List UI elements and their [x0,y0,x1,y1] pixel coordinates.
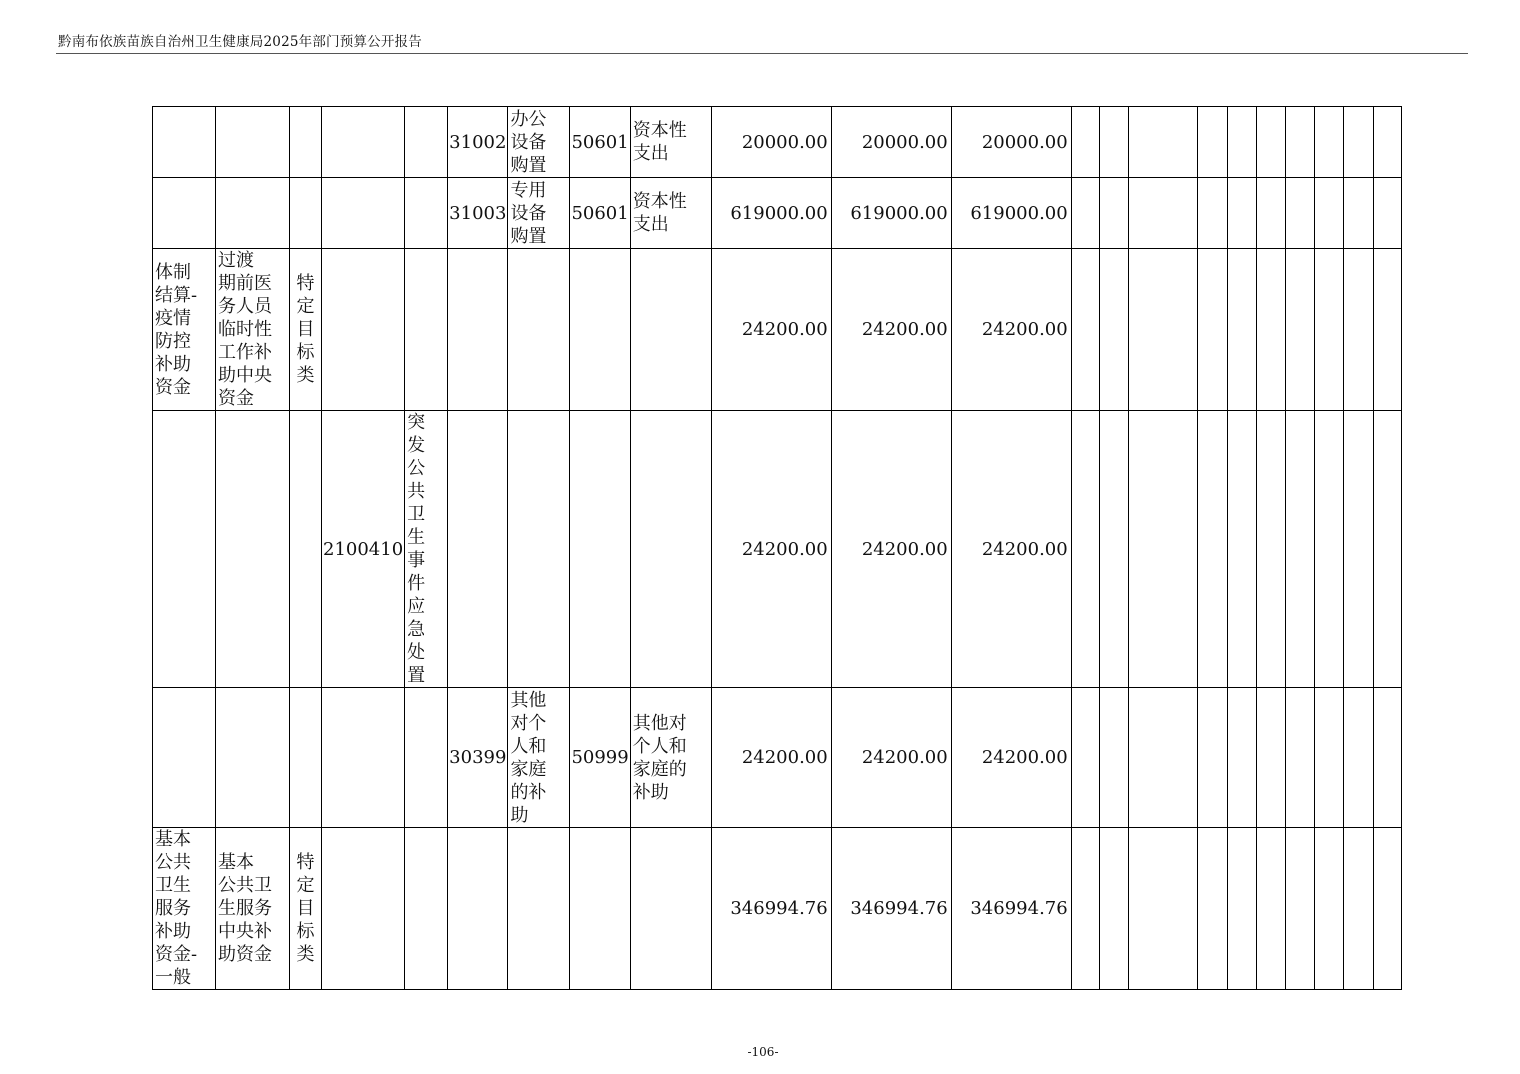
empty-cell [1373,688,1401,828]
func-name-cell [405,249,448,411]
func-code-cell [322,828,405,990]
empty-cell [1285,688,1314,828]
empty-cell [1128,688,1197,828]
empty-cell [1099,411,1128,688]
amount-total-cell: 24200.00 [711,688,831,828]
empty-cell [1197,107,1227,178]
empty-cell [1227,411,1256,688]
empty-cell [1071,178,1099,249]
econ-code-cell: 31002 [448,107,508,178]
empty-cell [1197,688,1227,828]
gov-code-cell: 50601 [570,178,630,249]
empty-cell [1256,178,1285,249]
econ-code-cell [448,828,508,990]
category-cell: 特 定 目 标 类 [290,249,322,411]
empty-cell [1099,178,1128,249]
table-row [153,411,1402,688]
item-name-cell [216,178,290,249]
empty-cell [1314,249,1343,411]
empty-cell [1343,688,1373,828]
func-name-cell [405,107,448,178]
empty-cell [1256,411,1285,688]
amount-total-cell: 619000.00 [711,178,831,249]
page-header-title: 黔南布依族苗族自治州卫生健康局2025年部门预算公开报告 [58,34,422,50]
func-name-cell [405,178,448,249]
empty-cell [1314,828,1343,990]
func-code-cell [322,178,405,249]
empty-cell [1227,828,1256,990]
empty-cell [1227,688,1256,828]
func-code-cell [322,688,405,828]
budget-table-container [152,106,1402,990]
empty-cell [1314,107,1343,178]
item-name-cell: 过渡 期前医 务人员 临时性 工作补 助中央 资金 [216,249,290,411]
empty-cell [1373,178,1401,249]
amount-general-cell: 346994.76 [951,828,1071,990]
category-cell [290,107,322,178]
gov-code-cell [570,828,630,990]
econ-name-cell [508,828,570,990]
gov-code-cell: 50601 [570,107,630,178]
empty-cell [1197,411,1227,688]
gov-name-cell: 资本性 支出 [630,178,711,249]
empty-cell [1128,178,1197,249]
amount-general-cell: 619000.00 [951,178,1071,249]
budget-table [152,106,1402,990]
econ-name-cell: 办公 设备 购置 [508,107,570,178]
empty-cell [1071,411,1099,688]
gov-name-cell: 资本性 支出 [630,107,711,178]
func-name-cell [405,411,448,688]
empty-cell [1343,411,1373,688]
empty-cell [1343,828,1373,990]
econ-name-cell [508,411,570,688]
gov-name-cell [630,249,711,411]
empty-cell [1343,178,1373,249]
amount-fiscal-cell: 619000.00 [831,178,951,249]
amount-total-cell: 20000.00 [711,107,831,178]
empty-cell [1128,107,1197,178]
empty-cell [1314,688,1343,828]
category-cell: 特 定 目 标 类 [290,828,322,990]
category-cell [290,411,322,688]
empty-cell [1128,249,1197,411]
amount-fiscal-cell: 24200.00 [831,411,951,688]
empty-cell [1227,249,1256,411]
empty-cell [1071,107,1099,178]
empty-cell [1197,828,1227,990]
amount-general-cell: 24200.00 [951,249,1071,411]
gov-code-cell [570,249,630,411]
econ-code-cell [448,411,508,688]
empty-cell [1071,828,1099,990]
empty-cell [1128,828,1197,990]
econ-code-cell: 31003 [448,178,508,249]
gov-name-cell [630,411,711,688]
page-number: -106- [747,1045,779,1059]
item-name-cell [216,688,290,828]
empty-cell [1373,107,1401,178]
category-cell [290,688,322,828]
item-name-cell: 基本 公共卫 生服务 中央补 助资金 [216,828,290,990]
empty-cell [1099,688,1128,828]
empty-cell [1099,249,1128,411]
category-cell [290,178,322,249]
table-row [153,178,1402,249]
item-name-cell [216,411,290,688]
func-code-cell [322,249,405,411]
func-name-text: 突发公共卫生事件应急处置 [407,412,426,686]
empty-cell [1071,688,1099,828]
empty-cell [1099,107,1128,178]
project-name-cell [153,411,216,688]
econ-code-cell [448,249,508,411]
func-name-cell [405,828,448,990]
empty-cell [1256,828,1285,990]
empty-cell [1285,178,1314,249]
empty-cell [1256,688,1285,828]
empty-cell [1227,178,1256,249]
project-name-cell [153,107,216,178]
func-code-cell [322,107,405,178]
empty-cell [1285,411,1314,688]
empty-cell [1314,411,1343,688]
empty-cell [1373,828,1401,990]
project-name-cell [153,178,216,249]
gov-name-cell: 其他对 个人和 家庭的 补助 [630,688,711,828]
empty-cell [1197,249,1227,411]
amount-general-cell: 20000.00 [951,107,1071,178]
empty-cell [1373,249,1401,411]
amount-fiscal-cell: 346994.76 [831,828,951,990]
empty-cell [1285,249,1314,411]
gov-code-cell: 50999 [570,688,630,828]
table-row [153,828,1402,990]
item-name-cell [216,107,290,178]
amount-total-cell: 24200.00 [711,249,831,411]
project-name-cell: 基本 公共 卫生 服务 补助 资金- 一般 [153,828,216,990]
empty-cell [1343,249,1373,411]
empty-cell [1099,828,1128,990]
project-name-cell [153,688,216,828]
empty-cell [1128,411,1197,688]
gov-name-cell [630,828,711,990]
empty-cell [1373,411,1401,688]
econ-name-cell: 其他 对个 人和 家庭 的补 助 [508,688,570,828]
amount-total-cell: 24200.00 [711,411,831,688]
empty-cell [1343,107,1373,178]
empty-cell [1285,828,1314,990]
amount-fiscal-cell: 24200.00 [831,688,951,828]
empty-cell [1256,249,1285,411]
amount-fiscal-cell: 24200.00 [831,249,951,411]
project-name-cell: 体制 结算- 疫情 防控 补助 资金 [153,249,216,411]
gov-code-cell [570,411,630,688]
table-row [153,107,1402,178]
empty-cell [1256,107,1285,178]
empty-cell [1314,178,1343,249]
econ-name-cell [508,249,570,411]
empty-cell [1197,178,1227,249]
func-code-cell: 2100410 [322,411,405,688]
amount-general-cell: 24200.00 [951,688,1071,828]
table-row [153,688,1402,828]
econ-name-cell: 专用 设备 购置 [508,178,570,249]
amount-total-cell: 346994.76 [711,828,831,990]
table-row [153,249,1402,411]
empty-cell [1071,249,1099,411]
empty-cell [1285,107,1314,178]
amount-fiscal-cell: 20000.00 [831,107,951,178]
empty-cell [1227,107,1256,178]
amount-general-cell: 24200.00 [951,411,1071,688]
econ-code-cell: 30399 [448,688,508,828]
func-name-cell [405,688,448,828]
header-divider [56,53,1468,54]
